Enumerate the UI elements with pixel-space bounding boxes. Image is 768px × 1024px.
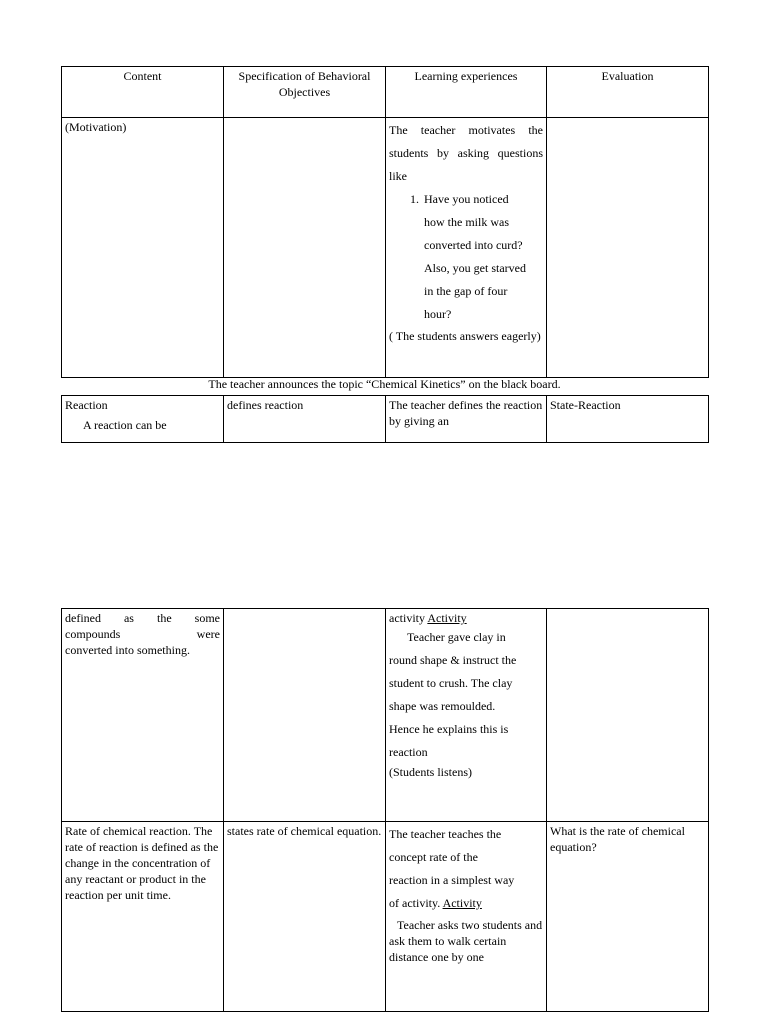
activity-content-cell — [62, 609, 224, 822]
question-line: Have you noticed — [424, 192, 509, 206]
activity-line: round shape & instruct the — [389, 653, 517, 667]
activity-learning-cell — [386, 609, 547, 822]
motivation-question — [389, 188, 543, 326]
question-line: how the milk was — [424, 215, 509, 229]
rate-line: The teacher teaches the — [389, 827, 502, 841]
header-row — [62, 67, 709, 118]
activity-line: student to crush. The clay — [389, 676, 513, 690]
reaction-evaluation: State-Reaction — [550, 398, 621, 412]
motivation-response: ( The students answers eagerly) — [389, 329, 541, 343]
activity-line: Hence he explains this is — [389, 722, 509, 736]
motivation-row — [62, 118, 709, 378]
rate-objective-cell — [224, 822, 386, 1012]
activity-line: Teacher gave clay in — [407, 630, 506, 644]
rate-content: Rate of chemical reaction. The rate of reaction is defined as the change in the concentration of any reactant or product in the reaction per unit time. — [65, 824, 219, 902]
reaction-title: Reaction — [65, 398, 108, 412]
rate-evaluation: What is the rate of chemical equation? — [550, 824, 685, 854]
reaction-row — [62, 396, 709, 443]
rate-activity-line — [389, 892, 543, 915]
rate-learning-cell — [386, 822, 547, 1012]
activity-evaluation-cell — [547, 609, 709, 822]
rate-line: concept rate of the — [389, 850, 478, 864]
header-evaluation: Evaluation — [547, 67, 709, 118]
rate-objective: states rate of chemical equation. — [227, 824, 382, 838]
reaction-learning: The teacher defines the reaction by giving an — [389, 398, 543, 428]
rate-line: reaction in a simplest way — [389, 873, 515, 887]
motivation-evaluation-cell — [547, 118, 709, 378]
question-line: hour? — [424, 307, 452, 321]
question-line: Also, you get starved — [424, 261, 526, 275]
content-word: were — [196, 627, 220, 641]
activity-lines — [389, 626, 543, 780]
motivation-label: (Motivation) — [65, 120, 127, 134]
motivation-content-cell — [62, 118, 224, 378]
content-word: some — [194, 611, 220, 625]
lesson-plan-table-3 — [61, 608, 709, 1012]
reaction-learning-cell — [386, 396, 547, 443]
header-learning-experiences: Learning experiences — [386, 67, 547, 118]
question-line: converted into curd? — [424, 238, 523, 252]
rate-learning-lines — [389, 823, 543, 915]
rate-learning-tail: Teacher asks two students and ask them to walk certain distance one by one — [389, 918, 543, 964]
lesson-plan-table-1 — [61, 66, 709, 378]
reaction-text: A reaction can be — [83, 418, 167, 432]
activity-row — [62, 609, 709, 822]
content-line-1 — [65, 610, 220, 626]
content-word: the — [156, 611, 172, 625]
reaction-evaluation-cell — [547, 396, 709, 443]
activity-line: shape was remoulded. — [389, 699, 496, 713]
content-line-3: converted into something. — [65, 643, 190, 657]
question-number: 1. — [410, 192, 419, 206]
lesson-plan-table-2 — [61, 395, 709, 443]
rate-activity-prefix: of activity. — [389, 896, 441, 910]
motivation-objective-cell — [224, 118, 386, 378]
content-word: as — [123, 611, 134, 625]
rate-row — [62, 822, 709, 1012]
activity-heading-line — [389, 610, 543, 626]
content-line-2 — [65, 626, 220, 642]
question-lines — [424, 188, 543, 326]
reaction-objective: defines reaction — [227, 398, 304, 412]
rate-content-cell — [62, 822, 224, 1012]
reaction-objective-cell — [224, 396, 386, 443]
header-content: Content — [62, 67, 224, 118]
content-word: defined — [65, 611, 101, 625]
activity-label: Activity — [427, 611, 467, 625]
topic-announcement: The teacher announces the topic “Chemical Kinetics” on the black board. — [208, 377, 561, 391]
rate-evaluation-cell — [547, 822, 709, 1012]
rate-activity-label: Activity — [442, 896, 482, 910]
content-word: compounds — [65, 627, 121, 641]
header-objectives: Specification of Behavioral Objectives — [224, 67, 386, 118]
activity-line: (Students listens) — [389, 765, 472, 779]
motivation-learning-cell — [386, 118, 547, 378]
motivation-intro: The teacher motivates the students by asking questions like — [389, 123, 543, 183]
reaction-content-cell — [62, 396, 224, 443]
activity-line: reaction — [389, 745, 428, 759]
activity-prefix: activity — [389, 611, 425, 625]
activity-objective-cell — [224, 609, 386, 822]
question-line: in the gap of four — [424, 284, 508, 298]
